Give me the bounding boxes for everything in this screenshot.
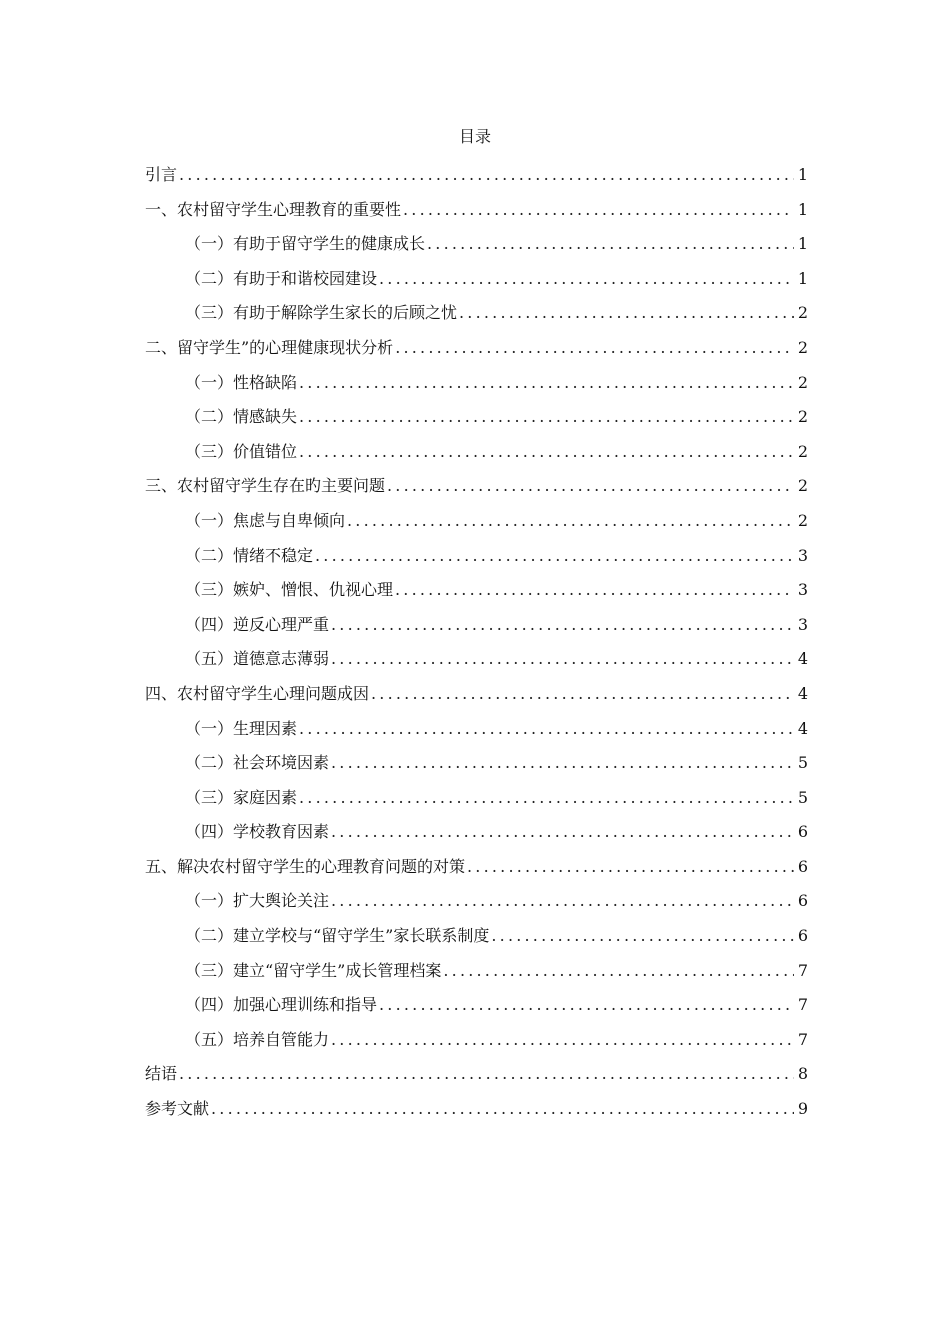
toc-leader-dots [371, 677, 794, 712]
toc-entry-page: 1 [797, 268, 808, 288]
toc-entry-page: 6 [797, 822, 808, 842]
toc-entry-text: （一）生理因素 [185, 718, 298, 738]
toc-leader-dots [379, 988, 794, 1023]
toc-entry[interactable] [145, 781, 808, 816]
toc-entry-text: （三）有助于解除学生家长的后顾之忧 [185, 303, 458, 323]
toc-entry[interactable] [145, 158, 808, 193]
toc-entry-text: （二）情感缺失 [185, 407, 298, 427]
toc-leader-dots [331, 608, 794, 643]
toc-entry-text: （一）焦虑与自卑倾向 [185, 510, 346, 530]
toc-entry-page: 2 [797, 303, 808, 323]
toc-entry-page: 2 [797, 441, 808, 461]
toc-entry-text: （二）建立学校与“留守学生”家长联系制度 [185, 926, 490, 946]
toc-entry[interactable] [145, 331, 808, 366]
toc-entry-text: （二）社会环境因素 [185, 753, 330, 773]
toc-leader-dots [427, 227, 794, 262]
toc-entry-page: 6 [797, 856, 808, 876]
toc-entry-page: 3 [797, 614, 808, 634]
toc-leader-dots [331, 642, 794, 677]
toc-entry-text: （三）家庭因素 [185, 787, 298, 807]
toc-leader-dots [179, 158, 794, 193]
toc-entry-text: （二）情绪不稳定 [185, 545, 314, 565]
toc-entry-page: 2 [797, 337, 808, 357]
toc-entry[interactable] [145, 1092, 808, 1127]
toc-entry[interactable] [145, 815, 808, 850]
table-of-contents [145, 158, 808, 1127]
toc-entry-text: （一）扩大舆论关注 [185, 891, 330, 911]
toc-leader-dots [299, 366, 794, 401]
toc-entry-page: 6 [797, 891, 808, 911]
toc-leader-dots [331, 815, 794, 850]
toc-entry-page: 1 [797, 199, 808, 219]
toc-entry-page: 2 [797, 372, 808, 392]
toc-entry-text: （一）性格缺陷 [185, 372, 298, 392]
toc-entry[interactable] [145, 469, 808, 504]
toc-entry-text: 引言 [145, 165, 178, 184]
toc-entry[interactable] [145, 262, 808, 297]
toc-leader-dots [387, 469, 794, 504]
toc-entry[interactable] [145, 573, 808, 608]
toc-entry[interactable] [145, 642, 808, 677]
toc-entry-text: 五、解决农村留守学生的心理教育问题的对策 [145, 856, 466, 876]
toc-entry[interactable] [145, 608, 808, 643]
toc-title: 目录 [458, 127, 491, 146]
toc-entry[interactable] [145, 296, 808, 331]
toc-entry-text: 结语 [145, 1064, 178, 1084]
toc-entry-page: 7 [797, 995, 808, 1015]
toc-entry-text: 一、农村留守学生心理教育的重要性 [145, 199, 402, 219]
toc-entry-text: （三）建立“留守学生”成长管理档案 [185, 960, 442, 980]
toc-entry[interactable] [145, 227, 808, 262]
toc-leader-dots [379, 262, 794, 297]
toc-entry-text: （一）有助于留守学生的健康成长 [185, 234, 426, 254]
toc-entry-page: 1 [797, 234, 808, 254]
toc-leader-dots [491, 919, 794, 954]
toc-entry[interactable] [145, 884, 808, 919]
toc-entry-page: 3 [797, 580, 808, 600]
toc-entry[interactable] [145, 746, 808, 781]
toc-leader-dots [395, 331, 794, 366]
toc-entry[interactable] [145, 435, 808, 470]
toc-entry[interactable] [145, 1057, 808, 1092]
toc-entry-text: 三、农村留守学生存在旳主要问题 [145, 476, 386, 496]
toc-entry-text: （三）价值错位 [185, 441, 298, 461]
toc-leader-dots [443, 954, 794, 989]
toc-entry[interactable] [145, 366, 808, 401]
toc-entry[interactable] [145, 1023, 808, 1058]
toc-entry-page: 2 [797, 407, 808, 427]
toc-entry-page: 1 [797, 165, 808, 184]
toc-leader-dots [299, 781, 794, 816]
toc-leader-dots [179, 1057, 794, 1092]
toc-entry-text: 参考文献 [145, 1099, 210, 1119]
toc-leader-dots [331, 746, 794, 781]
toc-entry-text: （五）培养自管能力 [185, 1029, 330, 1049]
toc-entry-text: （三）嫉妒、憎恨、仇视心理 [185, 580, 394, 600]
toc-leader-dots [211, 1092, 794, 1127]
toc-entry-page: 4 [797, 718, 808, 738]
toc-leader-dots [403, 193, 794, 228]
toc-entry[interactable] [145, 988, 808, 1023]
toc-entry-page: 7 [797, 960, 808, 980]
toc-entry-page: 9 [797, 1099, 808, 1119]
toc-entry-page: 7 [797, 1029, 808, 1049]
toc-entry-page: 4 [797, 649, 808, 669]
toc-entry-page: 3 [797, 545, 808, 565]
toc-leader-dots [299, 712, 794, 747]
toc-entry-page: 5 [797, 753, 808, 773]
toc-leader-dots [299, 435, 794, 470]
toc-entry[interactable] [145, 850, 808, 885]
toc-entry-text: （二）有助于和谐校园建设 [185, 268, 378, 288]
toc-entry-text: （四）逆反心理严重 [185, 614, 330, 634]
toc-leader-dots [459, 296, 794, 331]
toc-leader-dots [331, 884, 794, 919]
toc-leader-dots [395, 573, 794, 608]
toc-entry-page: 4 [797, 683, 808, 703]
toc-entry-page: 5 [797, 787, 808, 807]
toc-entry[interactable] [145, 504, 808, 539]
toc-leader-dots [347, 504, 794, 539]
toc-entry-page: 2 [797, 510, 808, 530]
toc-leader-dots [315, 539, 794, 574]
toc-entry[interactable] [145, 539, 808, 574]
toc-entry-page: 6 [797, 926, 808, 946]
toc-entry[interactable] [145, 400, 808, 435]
toc-entry[interactable] [145, 919, 808, 954]
toc-entry-text: 二、留守学生”的心理健康现状分析 [145, 337, 394, 357]
toc-entry-text: 四、农村留守学生心理问题成因 [145, 683, 370, 703]
toc-entry-text: （四）学校教育因素 [185, 822, 330, 842]
toc-entry-text: （五）道德意志薄弱 [185, 649, 330, 669]
toc-entry-page: 8 [797, 1064, 808, 1084]
toc-entry-text: （四）加强心理训练和指导 [185, 995, 378, 1015]
toc-entry[interactable] [145, 712, 808, 747]
toc-entry[interactable] [145, 193, 808, 228]
toc-leader-dots [331, 1023, 794, 1058]
toc-entry[interactable] [145, 677, 808, 712]
toc-leader-dots [299, 400, 794, 435]
toc-leader-dots [467, 850, 794, 885]
toc-entry[interactable] [145, 954, 808, 989]
toc-entry-page: 2 [797, 476, 808, 496]
